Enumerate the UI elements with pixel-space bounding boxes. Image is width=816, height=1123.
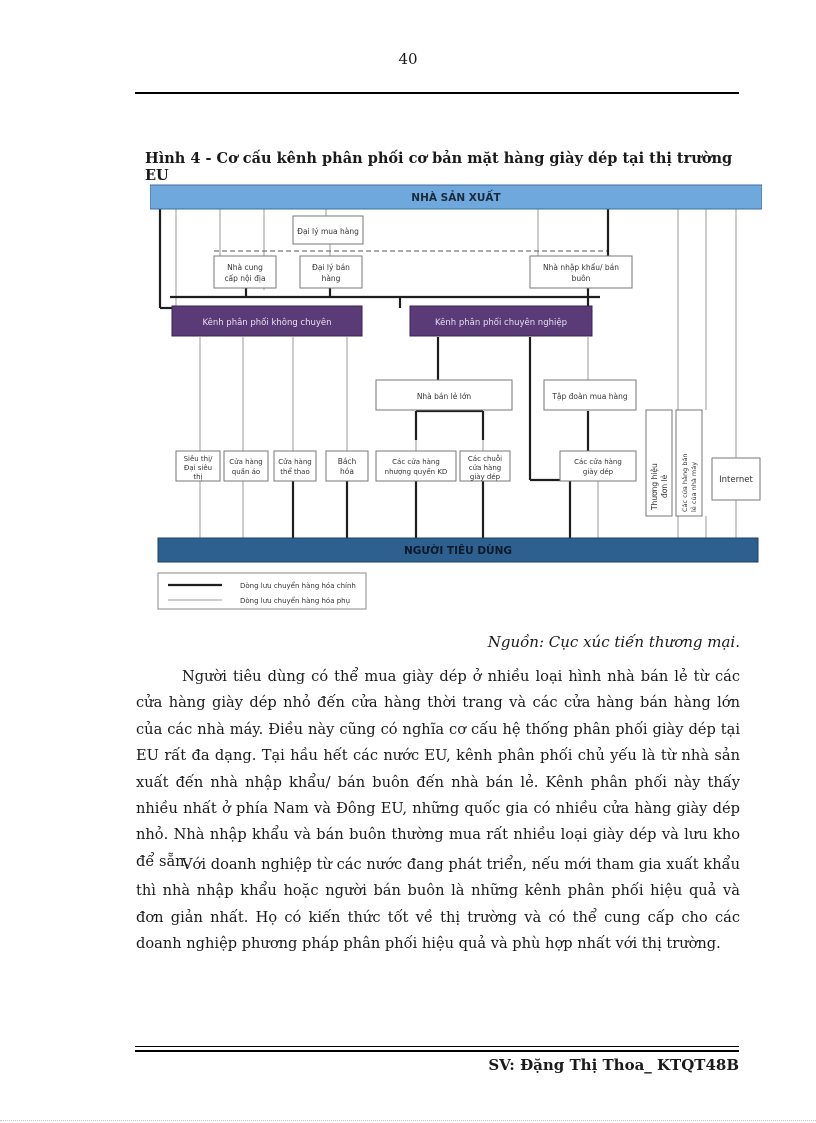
footer-author: SV: Đặng Thị Thoa_ KTQT48B [488,1056,739,1074]
shoe-stores-box [560,451,636,481]
sales-agent-line-2: hàng [321,274,341,283]
sports-store-box [274,451,316,481]
supermarket-line-3: thị [193,473,203,481]
legend-main-label: Dòng lưu chuyển hàng hóa chính [240,582,356,590]
department-store-line-1: Bách [337,457,357,466]
factory-retail-line-2: lẻ của nhà máy [690,461,698,512]
source-note: Nguồn: Cục xúc tiến thương mại. [487,633,740,651]
specialized-channel-label: Kênh phân phối chuyên nghiệp [435,318,567,328]
domestic-supplier-line-1: Nhà cung [227,263,263,272]
shoe-store-chain-line-2: cửa hàng [468,464,502,472]
consumer-label: NGƯỜI TIÊU DÙNG [404,545,512,557]
sales-agent-box [300,256,362,288]
sports-store-line-1: Cửa hàng [278,458,312,466]
department-store-box [326,451,368,481]
single-brand-line-1: Thương hiệu [650,463,659,510]
clothing-store-line-1: Cửa hàng [229,458,263,466]
shoe-stores-line-1: Các cửa hàng [574,458,622,466]
franchise-store-box [376,451,456,481]
non-specialized-channel-label: Kênh phân phối không chuyên [202,318,332,328]
footer-rule-thick [135,1050,739,1052]
producer-label: NHÀ SẢN XUẤT [411,192,501,204]
internet-label: Internet [719,475,753,485]
page-bottom-border [0,1120,816,1122]
purchasing-agent-label: Đại lý mua hàng [297,227,359,236]
body-paragraph-2: Với doanh nghiệp từ các nước đang phát triển, nếu mới tham gia xuất khẩu thì nhà nhập khẩu hoặc người bán buôn là những kênh phân phối hiệu quả và đơn giản nhất. Họ có kiến thức tốt về thị trường và có thể cung cấp cho các doanh nghiệp phương pháp phân phối hiệu quả và phù hợp nhất với thị trường. [136,856,740,953]
legend-sub-label: Dòng lưu chuyển hàng hóa phụ [240,597,351,605]
sports-store-line-2: thể thao [280,468,310,476]
supermarket-line-1: Siêu thị/ [183,455,213,463]
shoe-stores-line-2: giày dép [582,468,614,476]
factory-retail-box [676,410,702,516]
domestic-supplier-box [214,256,276,288]
importer-wholesaler-line-1: Nhà nhập khẩu/ bán [542,263,620,272]
franchise-store-line-2: nhượng quyền KD [384,468,448,476]
factory-retail-line-1: Các cửa hàng bán [681,453,689,512]
department-store-line-2: hóa [340,467,354,476]
shoe-store-chain-line-1: Các chuỗi [467,455,503,463]
distribution-channel-diagram [150,180,762,620]
sales-agent-line-1: Đại lý bán [312,263,350,272]
importer-wholesaler-line-2: buôn [571,274,591,283]
page-number: 40 [398,50,418,68]
footer-rule [135,1046,739,1047]
body-paragraph-1: Người tiêu dùng có thể mua giày dép ở nhiều loại hình nhà bán lẻ từ các cửa hàng giày dép nhỏ đến cửa hàng thời trang và các cửa hàng bán hàng lớn của các nhà máy. Điều này cũng có nghĩa cơ cấu hệ thống phân phối giày dép tại EU rất đa dạng. Tại hầu hết các nước EU, kênh phân phối chủ yếu là từ nhà sản xuất đến nhà nhập khẩu/ bán buôn đến nhà bán lẻ. Kênh phân phối này thấy nhiều nhất ở phía Nam và Đông EU, những quốc gia có nhiều cửa hàng giày dép nhỏ. Nhà nhập khẩu và bán buôn thường mua rất nhiều loại giày dép và lưu kho để sẵn. [136,668,740,870]
domestic-supplier-line-2: cấp nội địa [224,274,266,283]
buying-group-label: Tập đoàn mua hàng [552,392,628,401]
single-brand-line-2: đơn lẻ [660,474,669,498]
header-rule [135,92,739,94]
supermarket-line-2: Đại siêu [183,464,213,472]
figure-caption: Hình 4 - Cơ cấu kênh phân phối cơ bản mặt hàng giày dép tại thị trường EU [145,150,733,184]
large-retailer-label: Nhà bán lẻ lớn [416,392,472,401]
clothing-store-line-2: quần áo [231,468,261,476]
clothing-store-box [224,451,268,481]
importer-wholesaler-box [530,256,632,288]
shoe-store-chain-line-3: giày dép [469,473,501,481]
franchise-store-line-1: Các cửa hàng [392,458,440,466]
